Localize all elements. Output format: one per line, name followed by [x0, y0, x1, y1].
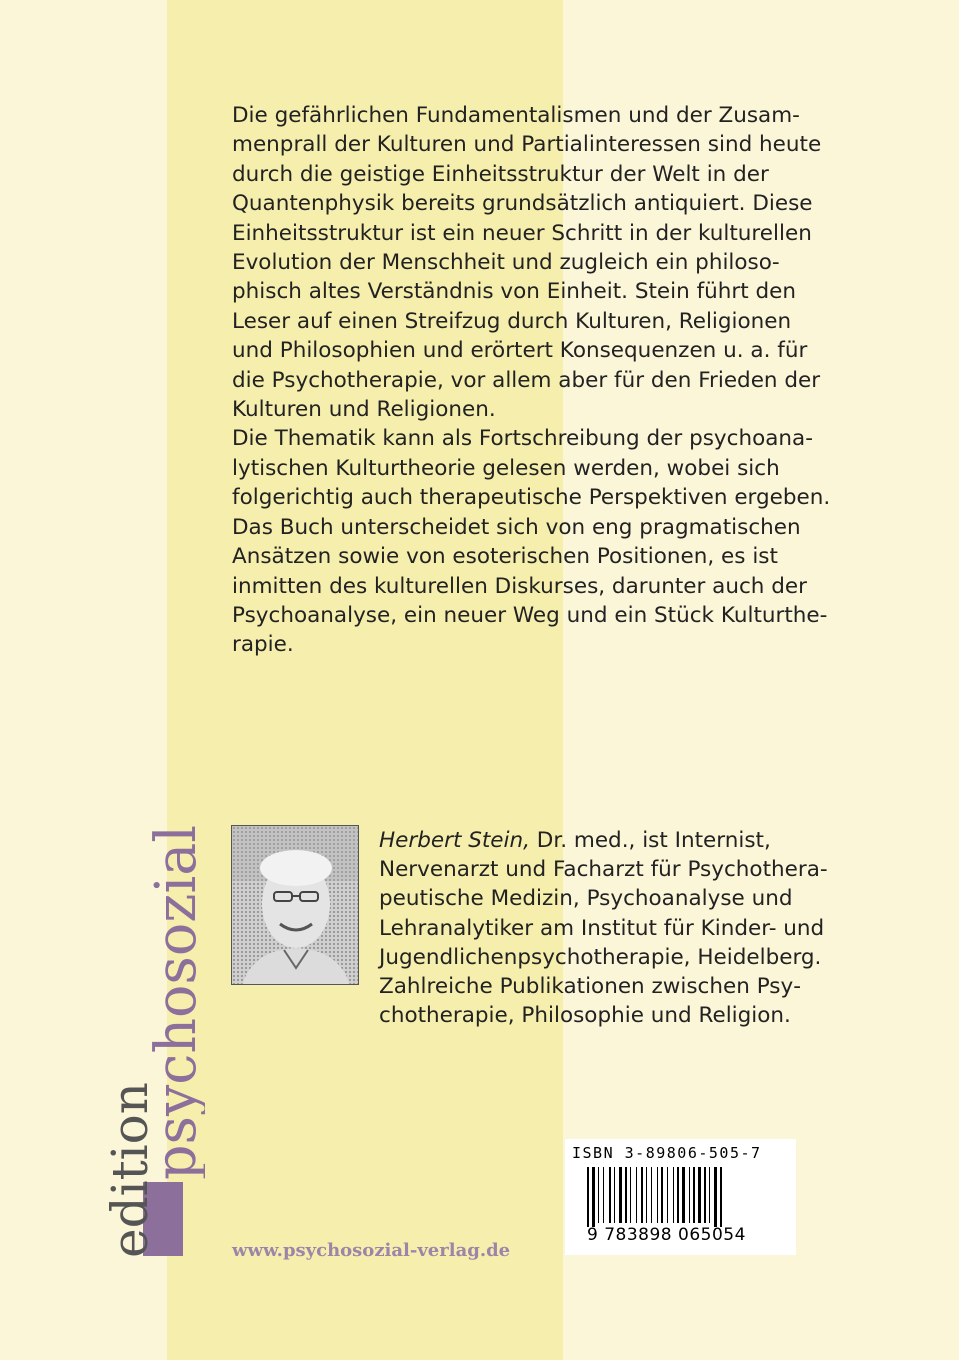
ean-number: 9 783898 065054 — [587, 1225, 746, 1245]
brand-line2: psychosozial — [144, 825, 205, 1180]
barcode-bar — [614, 1167, 615, 1223]
barcode-bar — [709, 1167, 710, 1223]
author-name: Herbert Stein, — [379, 828, 530, 853]
barcode-bar — [673, 1167, 674, 1223]
barcode-bar — [698, 1167, 701, 1223]
barcode-bar — [720, 1167, 722, 1227]
barcode — [565, 1139, 796, 1255]
barcode-bar — [609, 1167, 611, 1223]
author-bio — [379, 826, 849, 1030]
barcode-bar — [641, 1167, 643, 1223]
barcode-bar — [714, 1167, 717, 1227]
barcode-bar — [592, 1167, 595, 1227]
publisher-url[interactable]: www.psychosozial-verlag.de — [232, 1240, 511, 1261]
barcode-bar — [667, 1167, 668, 1223]
barcode-bar — [630, 1167, 631, 1223]
barcode-bar — [689, 1167, 690, 1223]
barcode-bar — [625, 1167, 627, 1223]
barcode-bar — [661, 1167, 663, 1223]
barcode-bar — [657, 1167, 658, 1223]
brand-line1: edition — [101, 1082, 159, 1258]
barcode-bar — [636, 1167, 637, 1223]
isbn-label: ISBN 3-89806-505-7 — [572, 1144, 762, 1162]
barcode-bar — [693, 1167, 695, 1223]
barcode-bar — [619, 1167, 622, 1223]
blurb-text — [232, 101, 832, 660]
blurb-paragraph-1: Die gefährlichen Fundamentalismen und der Zusammenprall der Kulturen und Partialinteressen sind heute durch die geistige Einheitsstruktur der Welt in der Quantenphysik bereits grundsätzlich antiquiert. Diese Einheitsstruktur ist ein neuer Schritt in der kulturellen Evolution der Menschheit und zugleich ein philosophisch altes Verständnis von Einheit. Stein führt den Leser auf einen Streifzug durch Kulturen, Religionen und Philosophien und erörtert Konsequenzen u. a. für die Psychotherapie, vor allem aber für den Frieden der Kulturen und Religionen. — [232, 103, 822, 423]
barcode-bar — [598, 1167, 599, 1223]
edition-psychosozial-logo — [55, 825, 205, 1260]
blurb-paragraph-2: Die Thematik kann als Fortschreibung der psychoanalytischen Kulturtheorie gelesen werden, wobei sich folgerichtig auch therapeutische Perspektiven ergeben. Das Buch unterscheidet sich von eng pragmatischen Ansätzen sowie von esoterischen Positionen, es ist inmitten des kulturellen Diskurses, darunter auch der Psychoanalyse, ein neuer Weg und ein Stück Kulturtherapie. — [232, 426, 831, 658]
barcode-bars — [585, 1167, 775, 1227]
barcode-bar — [677, 1167, 679, 1223]
barcode-bar — [587, 1167, 589, 1227]
author-photo — [231, 825, 359, 985]
barcode-bar — [704, 1167, 706, 1223]
author-bio-text: Dr. med., ist Internist, Nervenarzt und Facharzt für Psychotherapeutische Medizin, Psychoanalyse und Lehranalytiker am Institut für Kinder- und Jugendlichenpsychotherapie, Heidelberg. Zahlreiche Publikationen zwischen Psychotherapie, Philosophie und Religion. — [379, 828, 828, 1029]
barcode-bar — [651, 1167, 652, 1223]
barcode-bar — [682, 1167, 685, 1223]
barcode-bar — [603, 1167, 604, 1223]
barcode-bar — [646, 1167, 647, 1223]
